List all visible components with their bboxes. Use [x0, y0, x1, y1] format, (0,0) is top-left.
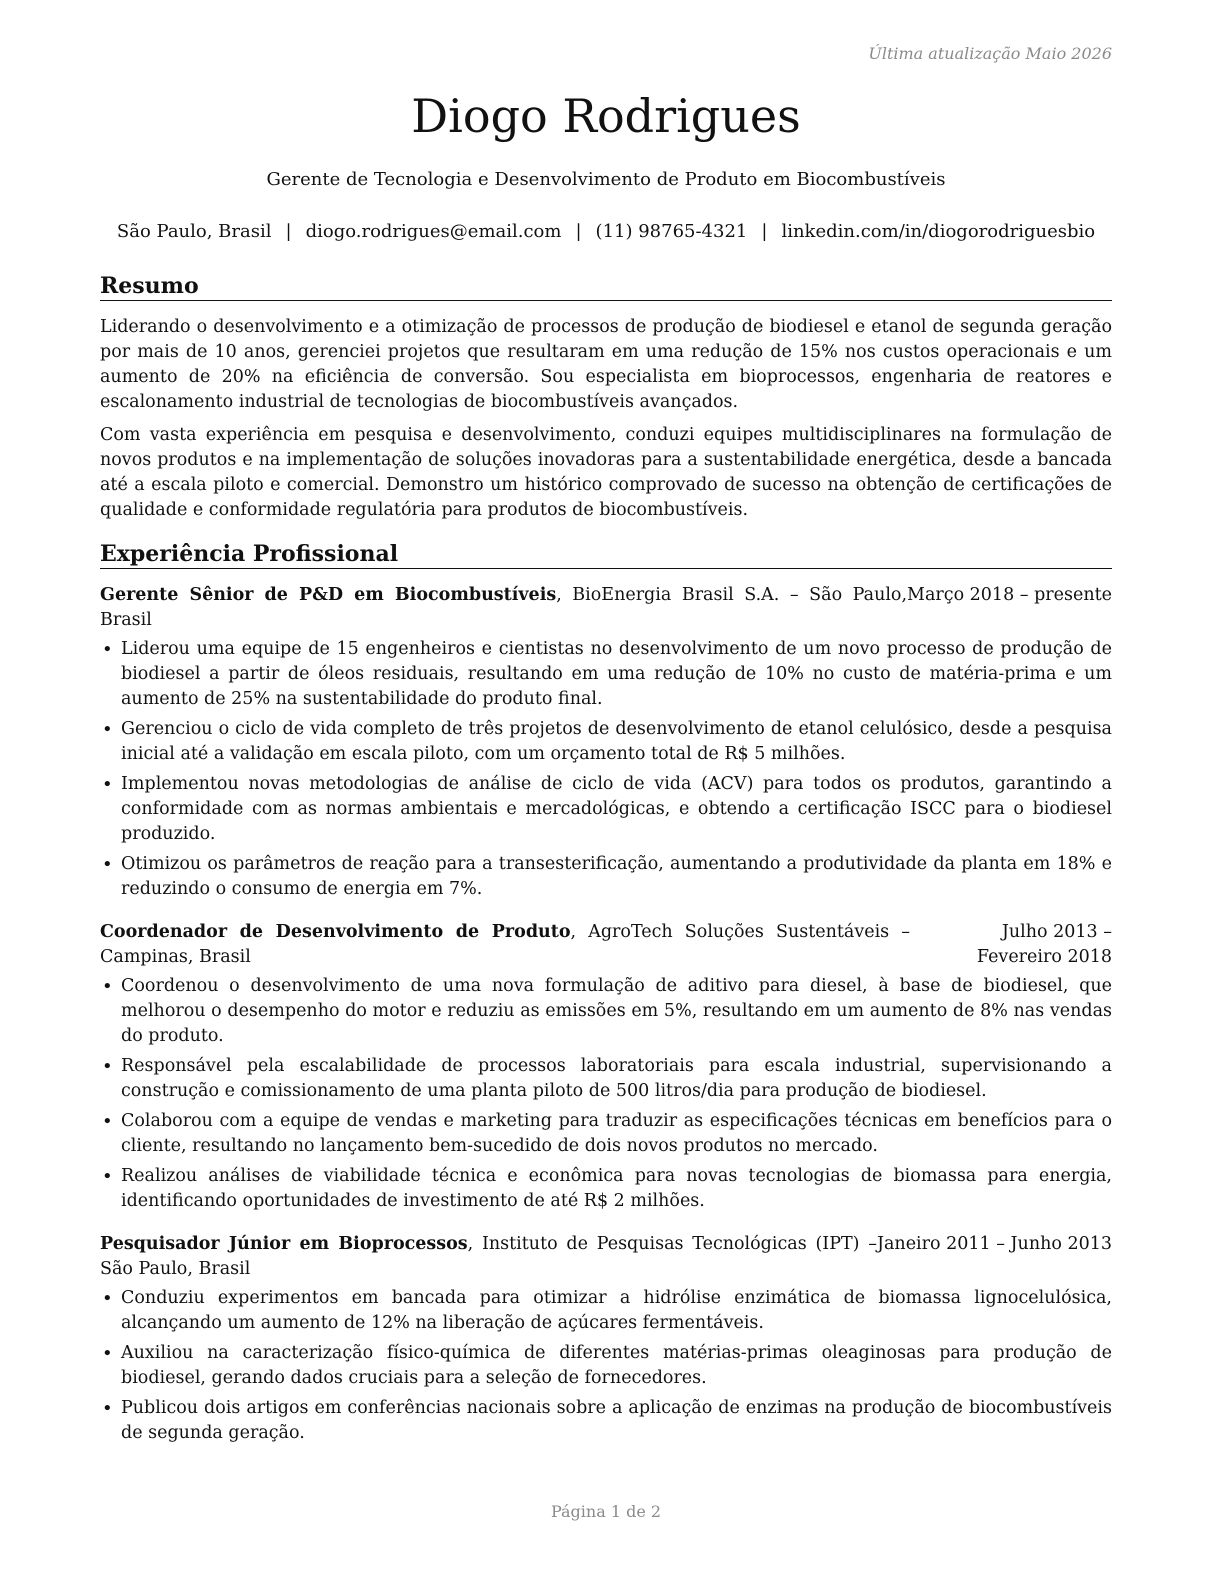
job-bullets [100, 974, 1112, 1214]
resume-page [100, 0, 1112, 1584]
job-role-line [100, 1232, 877, 1282]
page-number: Página 1 de 2 [550, 1502, 662, 1521]
job-bullets [100, 1286, 1112, 1446]
job-entry [100, 920, 1112, 1214]
job-dates: Janeiro 2011 – Junho 2013 [876, 1234, 1112, 1254]
list-item: • Liderou uma equipe de 15 engenheiros e cientistas no desenvolvimento de um novo processo de produção de biodiesel a partir de óleos residuais, resultando em uma redução de 10% no custo de matéria-prima e um aumento de 25% na sustentabilidade do produto final. [100, 637, 1112, 712]
list-item: • Conduziu experimentos em bancada para otimizar a hidrólise enzimática de biomassa lignocelulósica, alcançando um aumento de 12% na liberação de açúcares fermentáveis. [100, 1286, 1112, 1336]
job-company: , AgroTech Soluções Sustentáveis – Campinas, Brasil [100, 922, 910, 967]
list-item: • Implementou novas metodologias de análise de ciclo de vida (ACV) para todos os produtos, garantindo a conformidade com as normas ambientais e mercadológicas, e obtendo a certificação ISCC para o biodiesel produzido. [100, 772, 1112, 847]
job-bullets [100, 637, 1112, 902]
candidate-name: Diogo Rodrigues [411, 89, 801, 143]
job-header [100, 583, 1112, 633]
contact-phone: (11) 98765-4321 [595, 221, 748, 242]
job-header [100, 920, 1112, 970]
contact-location: São Paulo, Brasil [116, 221, 272, 242]
contact-separator: | [761, 221, 768, 242]
job-role: Gerente Sênior de P&D em Biocombustíveis [100, 585, 557, 605]
job-entry [100, 1232, 1112, 1446]
list-item: • Otimizou os parâmetros de reação para a transesterificação, aumentando a produtividade da planta em 18% e reduzindo o consumo de energia em 7%. [100, 852, 1112, 902]
job-role-line [100, 920, 910, 970]
summary-section [100, 272, 1112, 523]
job-role: Coordenador de Desenvolvimento de Produto [100, 922, 571, 942]
summary-paragraph: Com vasta experiência em pesquisa e desenvolvimento, conduzi equipes multidisciplinares na formulação de novos produtos e na implementação de soluções inovadoras para a sustentabilidade energética, desde a bancada até a escala piloto e comercial. Demonstro um histórico comprovado de sucesso na obtenção de certificações de qualidade e conformidade regulatória para produtos de biocombustíveis. [100, 425, 1112, 520]
contact-email[interactable]: diogo.rodrigues@email.com [305, 221, 562, 242]
list-item: • Gerenciou o ciclo de vida completo de três projetos de desenvolvimento de etanol celulósico, desde a pesquisa inicial até a validação em escala piloto, com um orçamento total de R$ 5 milhões. [100, 717, 1112, 767]
job-dates: Julho 2013 – Fevereiro 2018 [976, 922, 1112, 967]
contact-separator: | [575, 221, 582, 242]
contact-linkedin[interactable]: linkedin.com/in/diogorodriguesbio [781, 221, 1096, 242]
section-heading-summary: Resumo [100, 272, 1112, 301]
list-item: • Responsável pela escalabilidade de processos laboratoriais para escala industrial, supervisionando a construção e comissionamento de uma planta piloto de 500 litros/dia para produção de biodiesel. [100, 1054, 1112, 1104]
job-role-line [100, 583, 907, 633]
list-item: • Colaborou com a equipe de vendas e marketing para traduzir as especificações técnicas em benefícios para o cliente, resultando no lançamento bem-sucedido de dois novos produtos no mercado. [100, 1109, 1112, 1159]
list-item: • Coordenou o desenvolvimento de uma nova formulação de aditivo para diesel, à base de biodiesel, que melhorou o desempenho do motor e reduziu as emissões em 5%, resultando em um aumento de 8% nas vendas do produto. [100, 974, 1112, 1049]
job-role: Pesquisador Júnior em Bioprocessos [100, 1234, 468, 1254]
list-item: • Realizou análises de viabilidade técnica e econômica para novas tecnologias de biomassa para energia, identificando oportunidades de investimento de até R$ 2 milhões. [100, 1164, 1112, 1214]
candidate-title: Gerente de Tecnologia e Desenvolvimento de Produto em Biocombustíveis [266, 169, 946, 190]
list-item: • Publicou dois artigos em conferências nacionais sobre a aplicação de enzimas na produção de biocombustíveis de segunda geração. [100, 1396, 1112, 1446]
section-heading-experience: Experiência Profissional [100, 540, 1112, 569]
list-item: • Auxiliou na caracterização físico-química de diferentes matérias-primas oleaginosas para produção de biodiesel, gerando dados cruciais para a seleção de fornecedores. [100, 1341, 1112, 1391]
contact-line [100, 220, 1112, 244]
job-company: , Instituto de Pesquisas Tecnológicas (IPT) – São Paulo, Brasil [100, 1234, 877, 1279]
summary-paragraph: Liderando o desenvolvimento e a otimização de processos de produção de biodiesel e etanol de segunda geração por mais de 10 anos, gerenciei projetos que resultaram em uma redução de 15% nos custos operacionais e um aumento de 20% na eficiência de conversão. Sou especialista em bioprocessos, engenharia de reatores e escalonamento industrial de tecnologias de biocombustíveis avançados. [100, 317, 1112, 412]
job-company: , BioEnergia Brasil S.A. – São Paulo, Brasil [100, 585, 908, 630]
last-updated: Última atualização Maio 2026 [868, 44, 1112, 63]
job-dates: Março 2018 – presente [907, 585, 1112, 605]
job-entry [100, 583, 1112, 902]
job-header [100, 1232, 1112, 1282]
contact-separator: | [285, 221, 292, 242]
experience-section [100, 540, 1112, 1451]
